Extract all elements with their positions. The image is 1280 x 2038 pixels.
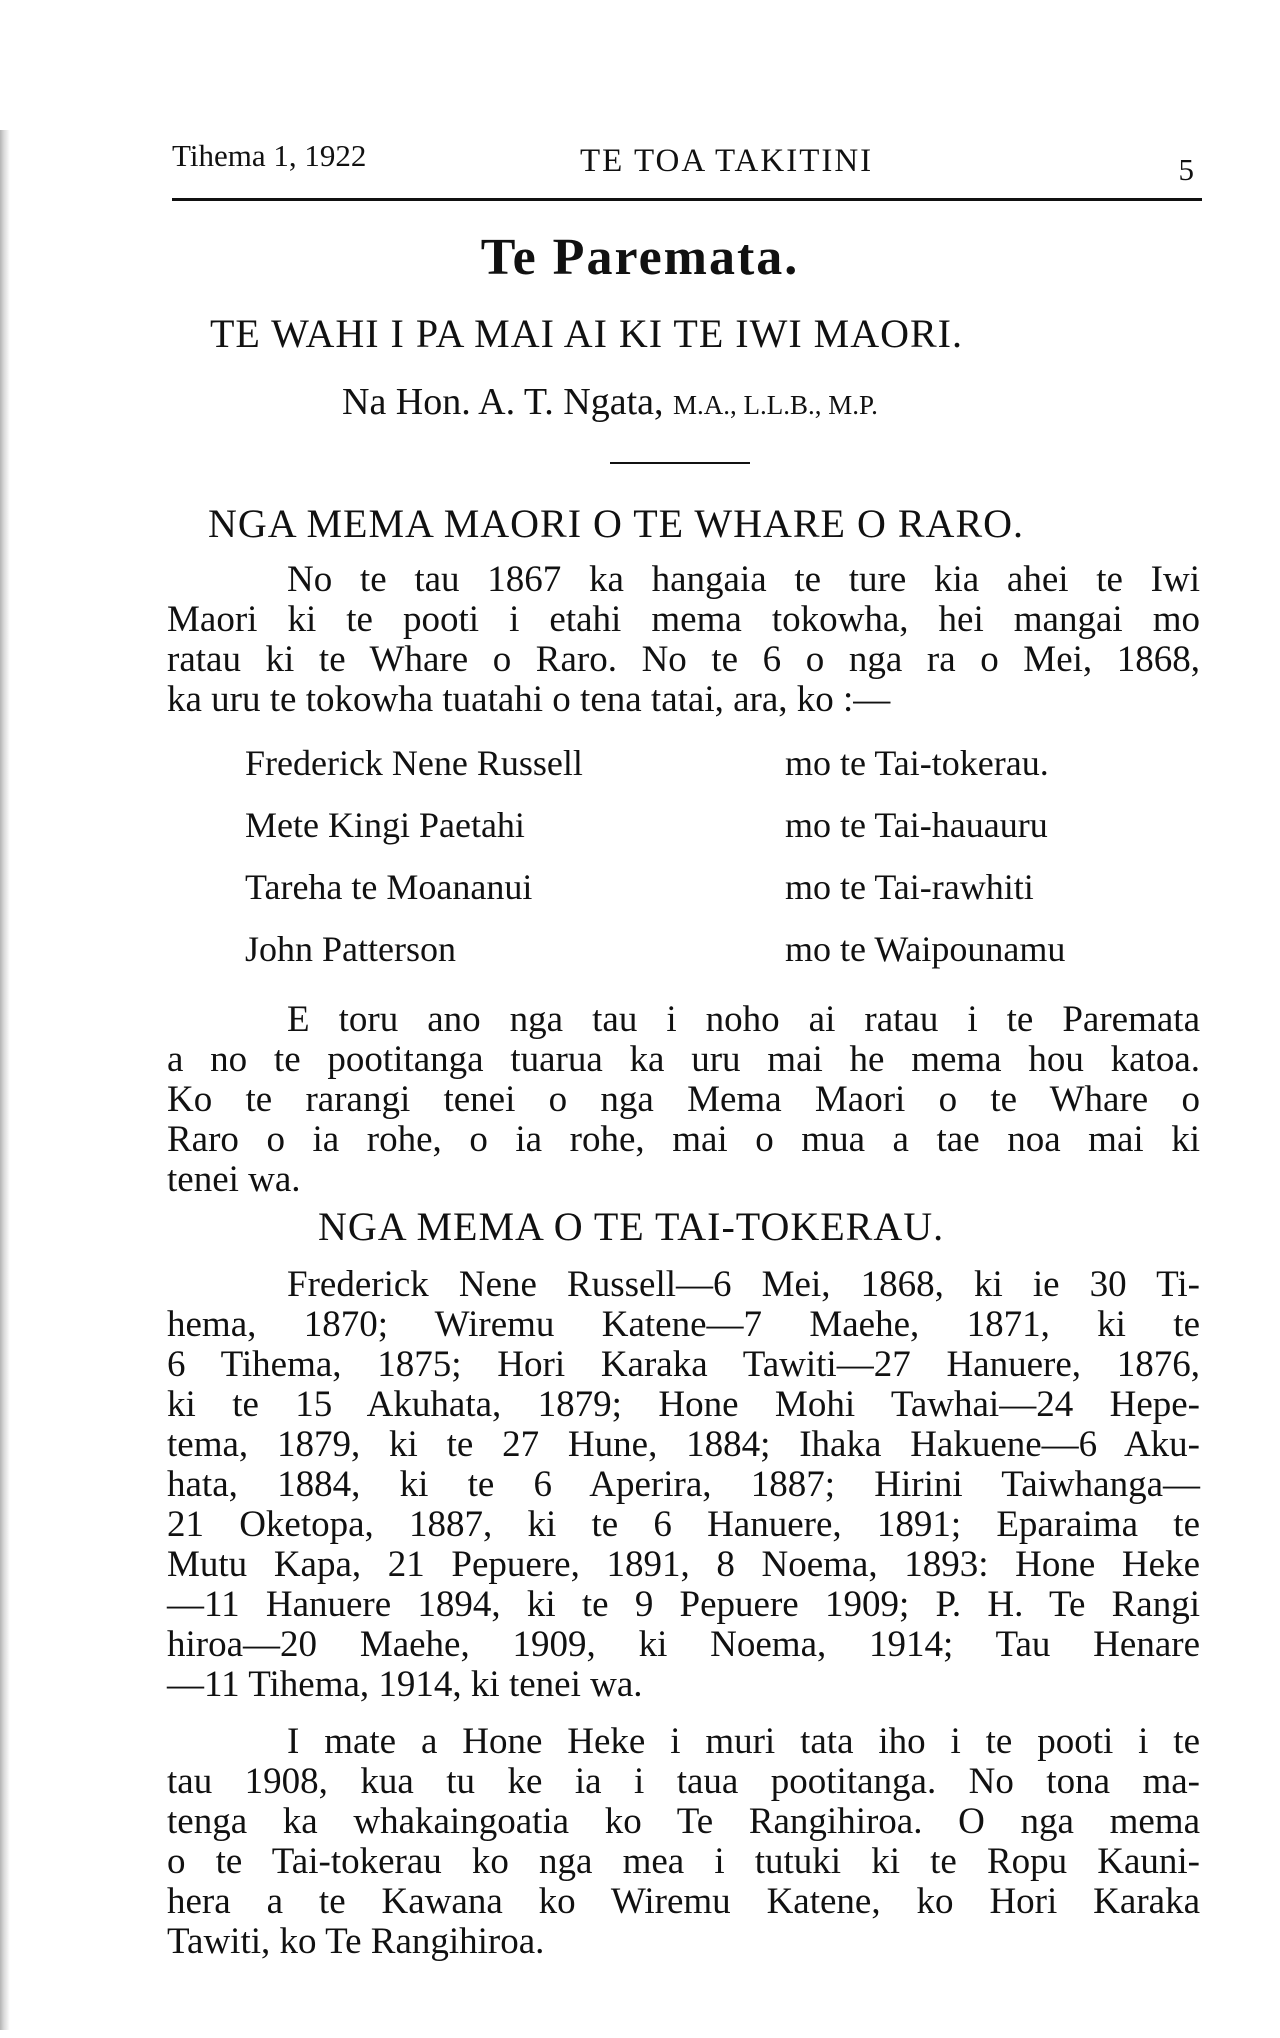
text-line: hema, 1870; Wiremu Katene—7 Maehe, 1871, ki te	[167, 1304, 1200, 1345]
member-seat: mo te Tai-tokerau.	[785, 743, 1049, 783]
member-name: Frederick Nene Russell	[245, 743, 583, 783]
page-number: 5	[1178, 152, 1194, 187]
member-seat: mo te Tai-hauauru	[785, 805, 1048, 845]
text-line: hata, 1884, ki te 6 Aperira, 1887; Hirini Taiwhanga—	[167, 1464, 1200, 1505]
text-line: tenei wa.	[167, 1159, 301, 1200]
member-name: Tareha te Moananui	[245, 867, 533, 907]
text-line: tenga ka whakaingoatia ko Te Rangihiroa. O nga mema	[167, 1801, 1200, 1842]
article-title: Te Paremata.	[480, 229, 800, 286]
text-line: Tawiti, ko Te Rangihiroa.	[167, 1921, 545, 1962]
text-line: No te tau 1867 ka hangaia te ture kia ahei te Iwi	[287, 559, 1200, 600]
member-row	[245, 866, 1145, 928]
member-row	[245, 804, 1145, 866]
intro-paragraph	[167, 560, 1200, 720]
text-line: hera a te Kawana ko Wiremu Katene, ko Hori Karaka	[167, 1881, 1200, 1922]
running-header	[172, 138, 1202, 201]
text-line: 21 Oketopa, 1887, ki te 6 Hanuere, 1891; Eparaima te	[167, 1504, 1200, 1545]
text-line: tau 1908, kua tu ke ia i taua pootitanga. No tona ma-	[167, 1761, 1200, 1802]
outro-paragraph	[167, 1000, 1200, 1200]
text-line: ratau ki te Whare o Raro. No te 6 o nga ra o Mei, 1868,	[167, 639, 1200, 680]
text-line: —11 Tihema, 1914, ki tenei wa.	[167, 1664, 643, 1705]
text-line: I mate a Hone Heke i muri tata iho i te pooti i te	[287, 1721, 1200, 1762]
text-line: Frederick Nene Russell—6 Mei, 1868, ki ie 30 Ti-	[287, 1264, 1200, 1305]
text-line: o te Tai-tokerau ko nga mea i tutuki ki te Ropu Kauni-	[167, 1841, 1200, 1882]
section-heading-tai-tokerau: NGA MEMA O TE TAI-TOKERAU.	[318, 1204, 945, 1249]
text-line: ki te 15 Akuhata, 1879; Hone Mohi Tawhai—24 Hepe-	[167, 1384, 1200, 1425]
first-members-list	[245, 742, 1145, 990]
text-line: Raro o ia rohe, o ia rohe, mai o mua a tae noa mai ki	[167, 1119, 1200, 1160]
text-line: —11 Hanuere 1894, ki te 9 Pepuere 1909; P. H. Te Rangi	[167, 1584, 1200, 1625]
member-row	[245, 742, 1145, 804]
text-line: 6 Tihema, 1875; Hori Karaka Tawiti—27 Hanuere, 1876,	[167, 1344, 1200, 1385]
text-line: Ko te rarangi tenei o nga Mema Maori o te Whare o	[167, 1079, 1200, 1120]
text-line: Maori ki te pooti i etahi mema tokowha, hei mangai mo	[167, 599, 1200, 640]
member-seat: mo te Waipounamu	[785, 929, 1066, 969]
text-line: tema, 1879, ki te 27 Hune, 1884; Ihaka Hakuene—6 Aku-	[167, 1424, 1200, 1465]
section-heading-whare-o-raro: NGA MEMA MAORI O TE WHARE O RARO.	[208, 501, 1025, 546]
member-name: Mete Kingi Paetahi	[245, 805, 525, 845]
text-line: E toru ano nga tau i noho ai ratau i te Paremata	[287, 999, 1200, 1040]
text-line: hiroa—20 Maehe, 1909, ki Noema, 1914; Tau Henare	[167, 1624, 1200, 1665]
title-divider	[610, 462, 750, 464]
text-line: a no te pootitanga tuarua ka uru mai he mema hou katoa.	[167, 1039, 1200, 1080]
text-line: ka uru te tokowha tuatahi o tena tatai, ara, ko :—	[167, 679, 891, 720]
article-subtitle: TE WAHI I PA MAI AI KI TE IWI MAORI.	[210, 311, 963, 356]
byline-degrees: M.A., L.L.B., M.P.	[673, 390, 878, 420]
text-line: Mutu Kapa, 21 Pepuere, 1891, 8 Noema, 1893: Hone Heke	[167, 1544, 1200, 1585]
closing-paragraph	[167, 1722, 1200, 1962]
byline-name: Na Hon. A. T. Ngata,	[342, 381, 674, 423]
tai-tokerau-members-paragraph	[167, 1265, 1200, 1705]
byline	[342, 380, 878, 424]
binding-edge-shadow	[0, 130, 10, 2030]
header-date: Tihema 1, 1922	[172, 138, 367, 173]
member-seat: mo te Tai-rawhiti	[785, 867, 1034, 907]
header-publication: TE TOA TAKITINI	[580, 143, 874, 179]
member-name: John Patterson	[245, 929, 456, 969]
member-row	[245, 928, 1145, 990]
